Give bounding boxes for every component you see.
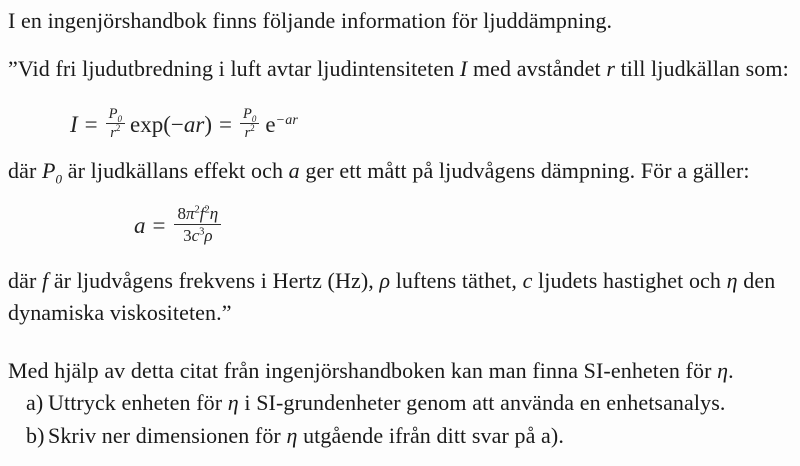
- paragraph-task-intro: [8, 356, 734, 386]
- variable-r: r: [606, 56, 615, 81]
- variable-I: I: [459, 56, 468, 81]
- text-run: utgående ifrån ditt svar på a).: [297, 423, 564, 448]
- text-run: den: [737, 268, 776, 293]
- math-var-a: a: [134, 213, 146, 238]
- text-run: ger ett mått på ljudvågens dämpning. För a gäller:: [299, 158, 750, 183]
- math-arg-ar: ar: [183, 112, 205, 137]
- text-run: är ljudkällans effekt och: [62, 158, 289, 183]
- variable-a: a: [288, 158, 300, 183]
- text-run: Skriv ner dimensionen för: [48, 423, 287, 448]
- exp-function: exp: [130, 112, 164, 137]
- subscript-0: 0: [55, 171, 63, 187]
- paragraph-effect-damping: [8, 156, 750, 186]
- text-run: med avståndet: [467, 56, 607, 81]
- variable-c: c: [522, 268, 533, 293]
- item-marker-b: b): [26, 423, 45, 448]
- variable-rho: ρ: [379, 268, 391, 293]
- text-run: luftens täthet,: [390, 268, 523, 293]
- fraction-P0-r2: $\frac{P_0}{r^2}$: [240, 106, 259, 141]
- text-run: ”Vid fri ljudutbredning i luft avtar ljudintensiteten: [8, 56, 460, 81]
- text-run: till ljudkällan som:: [615, 56, 789, 81]
- text-run: där: [8, 268, 42, 293]
- text-run: Med hjälp av detta citat från ingenjörshandboken kan man finna SI-enheten för: [8, 358, 718, 383]
- text-run: ljudets hastighet och: [532, 268, 727, 293]
- item-marker-a: a): [26, 390, 44, 415]
- task-item-a: [26, 388, 725, 418]
- paragraph-definitions-line2: [8, 298, 232, 328]
- variable-eta: η: [227, 390, 239, 415]
- variable-eta: η: [717, 358, 729, 383]
- variable-eta: η: [726, 268, 738, 293]
- fraction-8pi2f2eta-3c3rho: $\frac{8\pi^2f^2\eta}{3c^3\rho}$: [174, 204, 221, 245]
- text-run: där: [8, 158, 42, 183]
- fraction-P0-r2: $\frac{P_0}{r^2}$: [106, 106, 125, 141]
- text-run: är ljudvågens frekvens i Hertz (Hz),: [48, 268, 380, 293]
- equals-sign: =: [219, 112, 232, 137]
- variable-f: f: [42, 268, 49, 293]
- math-var-I: I: [70, 112, 78, 137]
- text-run: i SI-grundenheter genom att använda en enhetsanalys.: [238, 390, 726, 415]
- formula-sound-intensity: [70, 102, 298, 144]
- text-run: Uttryck enheten för: [48, 390, 228, 415]
- close-paren: ): [204, 112, 213, 137]
- variable-P: P: [42, 158, 56, 183]
- open-paren: (: [163, 112, 171, 137]
- paragraph-intro: [8, 6, 612, 36]
- task-item-b: [26, 421, 564, 451]
- exponent-minus-ar: −ar: [275, 113, 299, 128]
- text-run: .: [728, 358, 734, 383]
- equals-sign: =: [84, 112, 98, 137]
- euler-e: e: [265, 112, 276, 137]
- paragraph-quote-open: [8, 54, 789, 84]
- paragraph-definitions-line1: [8, 266, 775, 296]
- minus-sign: −: [170, 112, 184, 137]
- text-run: dynamiska viskositeten.”: [8, 300, 232, 325]
- text-run: I en ingenjörshandbok finns följande information för ljuddämpning.: [8, 8, 613, 33]
- variable-eta: η: [286, 423, 298, 448]
- formula-damping-coefficient: [134, 204, 223, 248]
- equals-sign: =: [152, 213, 166, 238]
